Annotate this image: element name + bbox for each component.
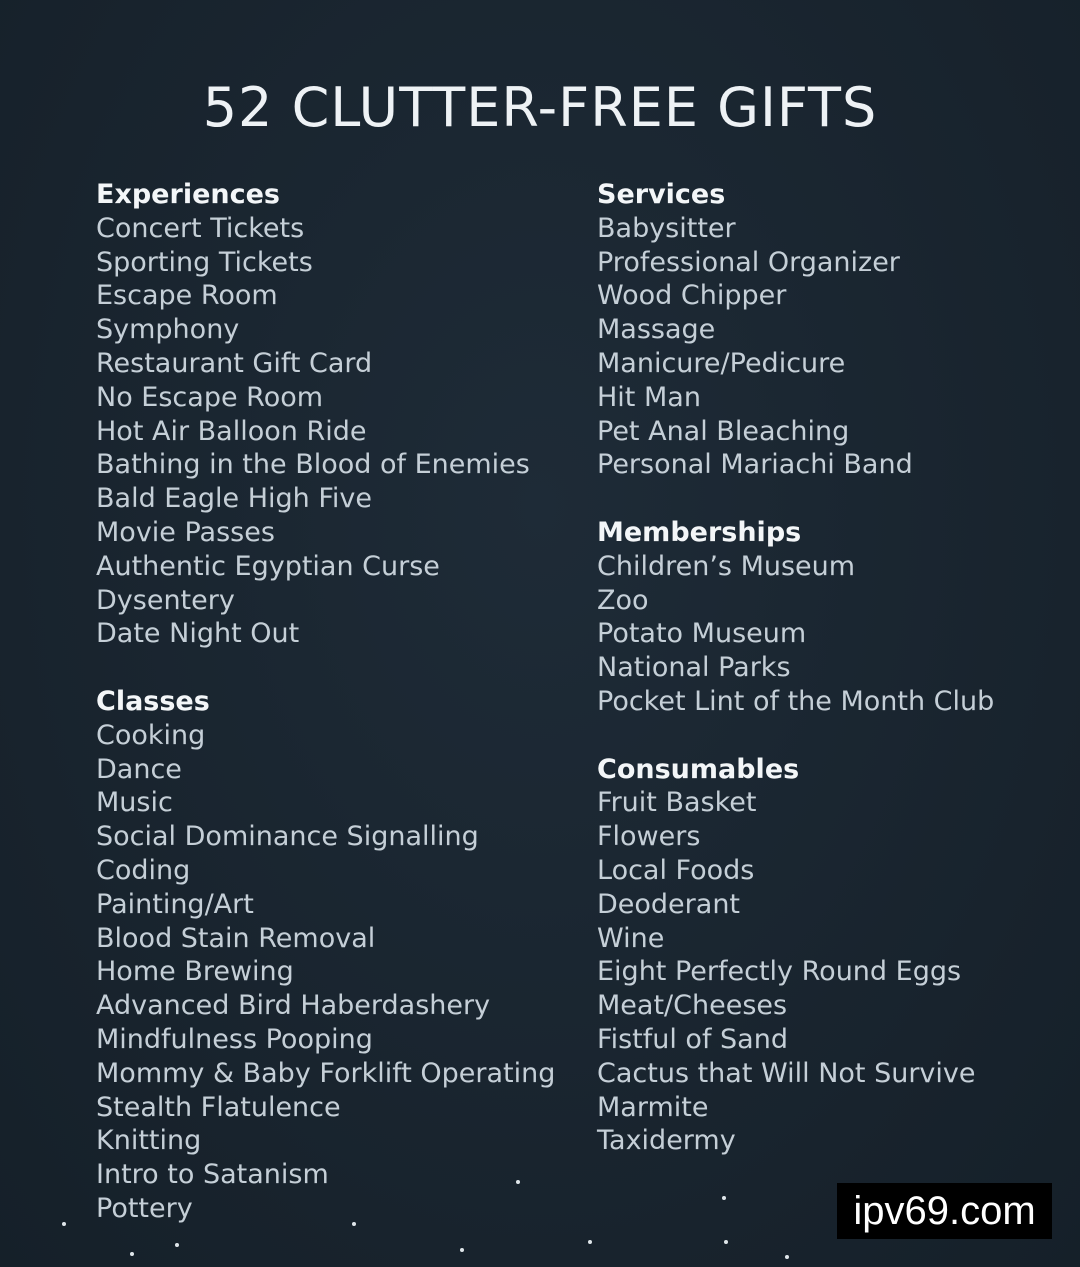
- list-item: No Escape Room: [96, 381, 324, 413]
- list-item: Local Foods: [597, 854, 755, 886]
- section-heading: Consumables: [597, 753, 800, 785]
- list-item: Dysentery: [96, 584, 235, 616]
- list-item: Manicure/Pedicure: [597, 347, 846, 379]
- sparkle-dot: [352, 1222, 356, 1226]
- section-heading: Classes: [96, 685, 210, 717]
- list-item: Blood Stain Removal: [96, 922, 376, 954]
- section-heading: Services: [597, 179, 726, 210]
- section-classes: [96, 685, 566, 1226]
- list-item: Children’s Museum: [597, 550, 856, 582]
- list-item: Pottery: [96, 1192, 193, 1224]
- sparkle-dot: [175, 1243, 179, 1247]
- list-item: Stealth Flatulence: [96, 1091, 341, 1123]
- list-item: Movie Passes: [96, 516, 275, 548]
- list-item: Home Brewing: [96, 956, 294, 988]
- list-item: Authentic Egyptian Curse: [96, 550, 440, 582]
- watermark: ipv69.com: [837, 1183, 1052, 1239]
- list-item: Deoderant: [597, 888, 741, 920]
- sparkle-dot: [588, 1240, 592, 1244]
- list-item: Hit Man: [597, 381, 701, 413]
- list-item: Babysitter: [597, 212, 736, 244]
- list-item: Personal Mariachi Band: [597, 449, 913, 481]
- list-item: Eight Perfectly Round Eggs: [597, 956, 962, 988]
- list-item: Pocket Lint of the Month Club: [597, 685, 995, 717]
- section-memberships: [597, 516, 1067, 719]
- list-item: Pet Anal Bleaching: [597, 415, 850, 447]
- list-item: Dance: [96, 753, 182, 785]
- list-item: Zoo: [597, 584, 649, 616]
- sparkle-dot: [460, 1248, 464, 1252]
- sparkle-dot: [722, 1196, 726, 1200]
- list-item: Taxidermy: [597, 1125, 736, 1157]
- list-item: Professional Organizer: [597, 246, 900, 278]
- sparkle-dot: [62, 1222, 66, 1226]
- list-item: Fruit Basket: [597, 787, 757, 819]
- list-item: Date Night Out: [96, 618, 300, 650]
- list-item: Mindfulness Pooping: [96, 1023, 373, 1055]
- list-item: Marmite: [597, 1091, 709, 1123]
- section-heading: Experiences: [96, 179, 280, 210]
- section-services: [597, 178, 1067, 482]
- list-item: Mommy & Baby Forklift Operating: [96, 1057, 556, 1089]
- list-item: Coding: [96, 854, 191, 886]
- sparkle-dot: [130, 1252, 134, 1256]
- list-item: Bald Eagle High Five: [96, 483, 373, 515]
- section-experiences: [96, 178, 566, 651]
- list-item: Painting/Art: [96, 888, 254, 920]
- section-heading: Memberships: [597, 516, 802, 548]
- list-item: Bathing in the Blood of Enemies: [96, 449, 530, 481]
- list-item: Concert Tickets: [96, 212, 305, 244]
- list-item: Hot Air Balloon Ride: [96, 415, 367, 447]
- list-item: Cooking: [96, 719, 206, 751]
- list-item: Sporting Tickets: [96, 246, 313, 278]
- list-item: Knitting: [96, 1125, 202, 1157]
- list-item: Intro to Satanism: [96, 1159, 329, 1191]
- right-column: [597, 178, 1067, 1192]
- list-item: Restaurant Gift Card: [96, 347, 373, 379]
- list-item: National Parks: [597, 652, 791, 684]
- list-item: Escape Room: [96, 280, 278, 312]
- list-item: Wood Chipper: [597, 280, 787, 312]
- sparkle-dot: [724, 1240, 728, 1244]
- list-item: Social Dominance Signalling: [96, 821, 479, 853]
- list-item: Fistful of Sand: [597, 1023, 788, 1055]
- list-item: Wine: [597, 922, 665, 954]
- sparkle-dot: [516, 1180, 520, 1184]
- section-consumables: [597, 753, 1067, 1159]
- list-item: Music: [96, 787, 173, 819]
- left-column: [96, 178, 566, 1260]
- list-item: Flowers: [597, 821, 701, 853]
- list-item: Symphony: [96, 314, 240, 346]
- list-item: Cactus that Will Not Survive: [597, 1057, 976, 1089]
- list-item: Advanced Bird Haberdashery: [96, 990, 491, 1022]
- list-item: Massage: [597, 314, 716, 346]
- list-item: Potato Museum: [597, 618, 807, 650]
- sparkle-dot: [785, 1255, 789, 1259]
- list-item: Meat/Cheeses: [597, 990, 788, 1022]
- page-title: 52 CLUTTER-FREE GIFTS: [202, 76, 878, 140]
